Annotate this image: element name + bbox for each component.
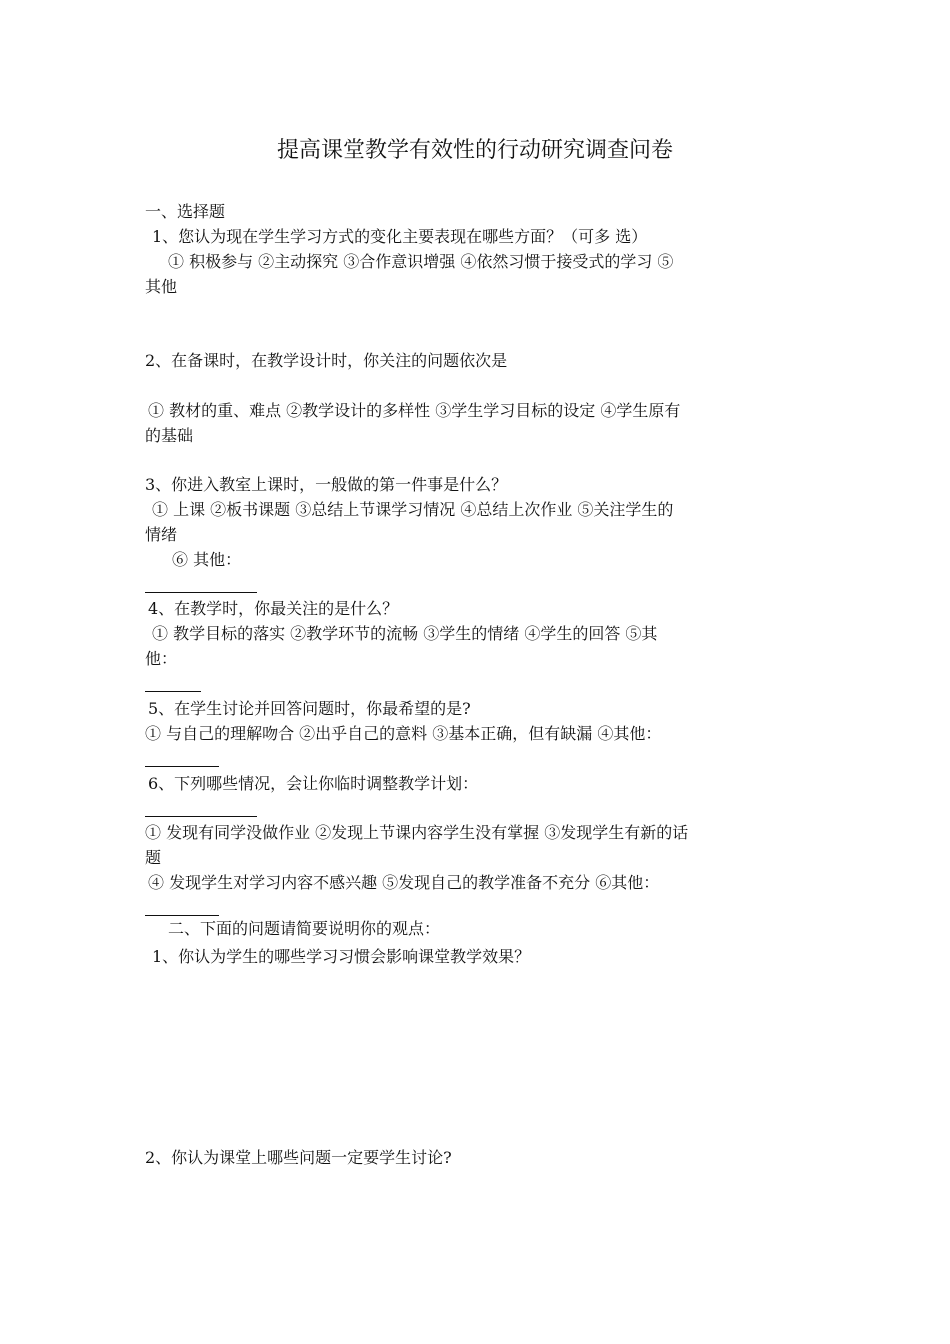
open-question-2: 2、你认为课堂上哪些问题一定要学生讨论?	[145, 1148, 452, 1167]
question-6-options: ① 发现有同学没做作业 ②发现上节课内容学生没有掌握 ③发现学生有新的话	[145, 823, 689, 842]
question-3-options: ① 上课 ②板书课题 ③总结上节课学习情况 ④总结上次作业 ⑤关注学生的	[152, 500, 674, 519]
open-question-1: 1、你认为学生的哪些学习习惯会影响课堂教学效果？	[152, 947, 531, 966]
question-1: 1、您认为现在学生学习方式的变化主要表现在哪些方面？（可多 选）	[152, 227, 648, 246]
question-6: 6、下列哪些情况，会让你临时调整教学计划：	[148, 774, 479, 793]
answer-blank-q5[interactable]	[145, 766, 219, 767]
answer-blank-q6-b[interactable]	[145, 915, 219, 916]
question-6-options-2: ④ 发现学生对学习内容不感兴趣 ⑤发现自己的教学准备不充分 ⑥其他：	[148, 873, 660, 892]
question-1-options: ① 积极参与 ②主动探究 ③合作意识增强 ④依然习惯于接受式的学习 ⑤	[168, 252, 674, 271]
question-4-options-cont: 他：	[145, 649, 178, 668]
section1-heading: 一、选择题	[145, 202, 226, 221]
question-1-options-cont: 其他	[145, 277, 178, 296]
question-4: 4、在教学时，你最关注的是什么？	[148, 599, 399, 618]
answer-blank-q3[interactable]	[145, 592, 257, 593]
answer-blank-q6-a[interactable]	[145, 816, 257, 817]
question-2-options: ① 教材的重、难点 ②教学设计的多样性 ③学生学习目标的设定 ④学生原有	[148, 401, 681, 420]
question-2-options-cont: 的基础	[145, 426, 194, 445]
question-3-options-cont: 情绪	[145, 525, 178, 544]
question-5: 5、在学生讨论并回答问题时，你最希望的是?	[148, 699, 471, 718]
section2-heading: 二、下面的问题请简要说明你的观点：	[168, 919, 441, 938]
question-6-options-cont: 题	[145, 848, 162, 867]
answer-blank-q4[interactable]	[145, 691, 201, 692]
question-5-options: ① 与自己的理解吻合 ②出乎自己的意料 ③基本正确，但有缺漏 ④其他：	[145, 724, 662, 743]
question-4-options: ① 教学目标的落实 ②教学环节的流畅 ③学生的情绪 ④学生的回答 ⑤其	[152, 624, 658, 643]
question-3-other: ⑥ 其他：	[172, 550, 242, 569]
question-3: 3、你进入教室上课时，一般做的第一件事是什么？	[145, 475, 508, 494]
question-2: 2、在备课时，在教学设计时，你关注的问题依次是	[145, 351, 508, 370]
page-title: 提高课堂教学有效性的行动研究调查问卷	[276, 138, 673, 163]
